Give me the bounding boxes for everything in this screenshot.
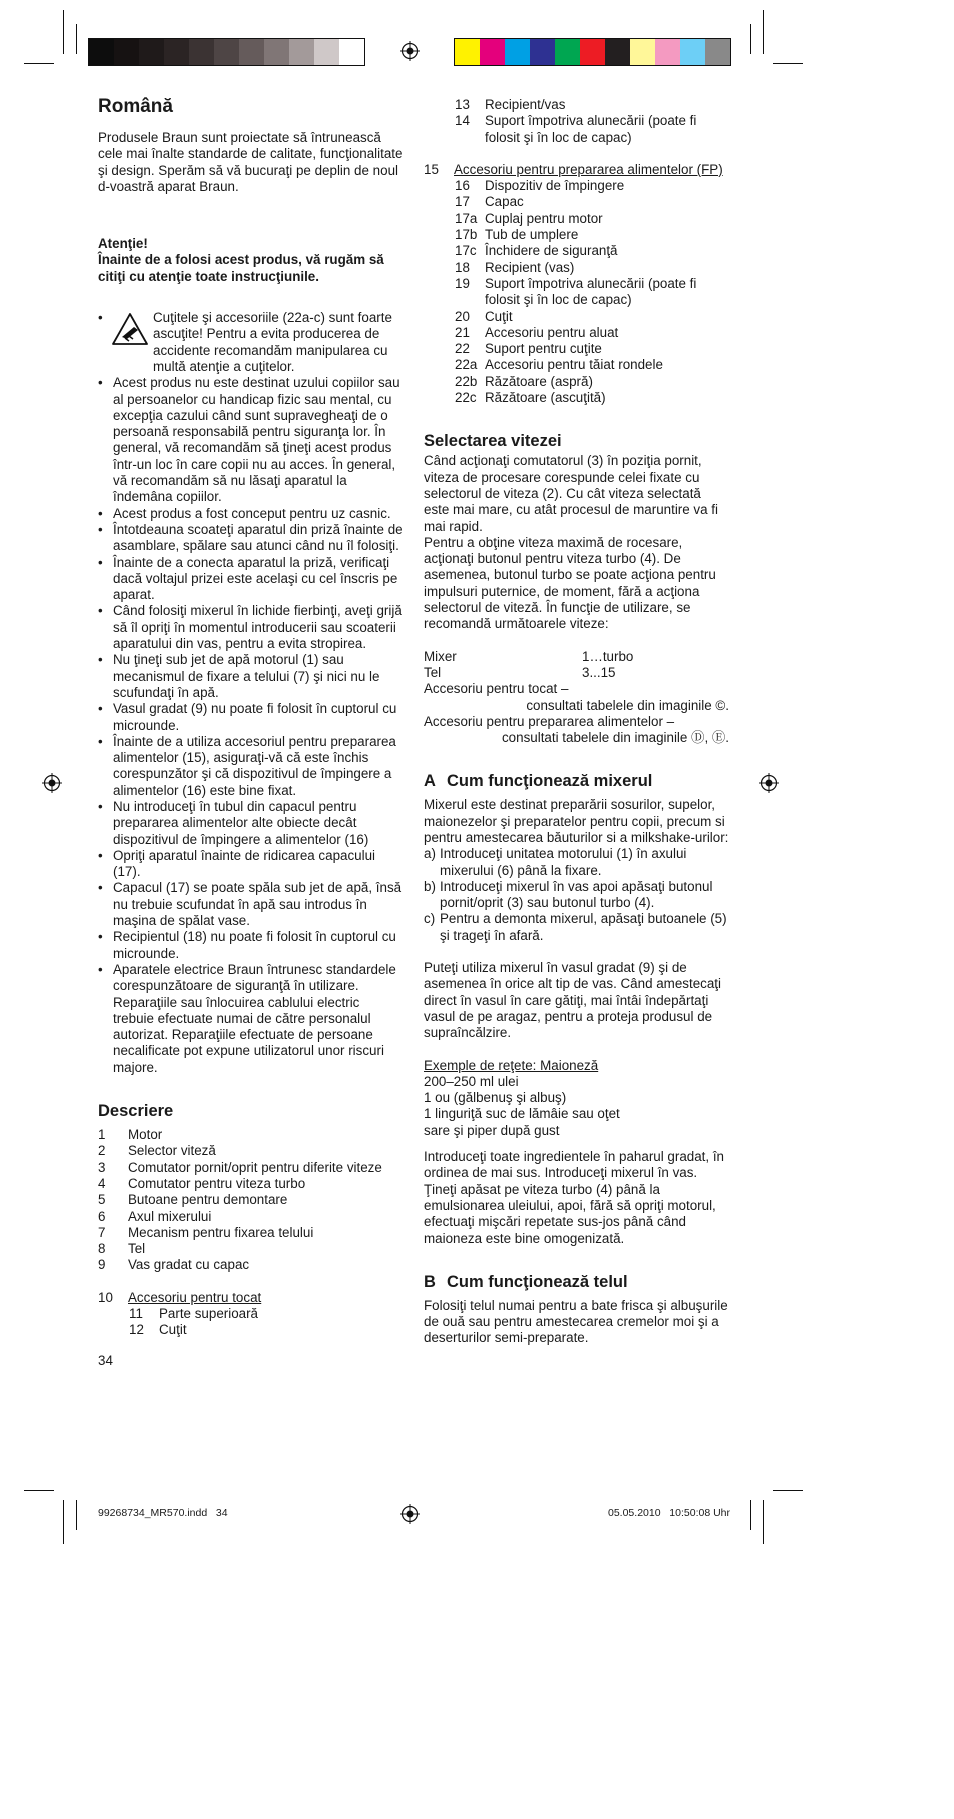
list-item: • Acest produs nu este destinat uzului copiilor sau al persoanelor cu handicap fizic sau mental, cu excepţia cazului când sunt supravegheaţi de o persoană responsabilă pentru siguranţa lor. În general, vă recomandăm să ţineţi acest produs într-un loc în care copii nu au acces. În general, vă recomandăm să nu lăsaţi aparatul la îndemâna copiilor. (98, 375, 403, 505)
item-number: 7 (98, 1224, 106, 1240)
list-item (98, 1192, 403, 1208)
color-swatch (189, 39, 214, 65)
color-swatch (705, 39, 730, 65)
speed-value: 1…turbo (582, 648, 634, 664)
list-item: • Înainte de a conecta aparatul la priză, verificaţi dacă voltajul prizei este acelaşi cu cel înscris pe aparat. (98, 555, 403, 604)
list-item (98, 1225, 403, 1241)
warning-text: • Cuţitele şi accesoriile (22a-c) sunt foarte ascuţite! Pentru a evita producerea de accidente recomandăm manipularea cu multă atenţie a cuţitelor. (153, 310, 392, 374)
list-item (455, 276, 729, 309)
item-label: Selector viteză (128, 1143, 216, 1159)
list-item: • Când folosiţi mixerul în lichide fierbinţi, aveţi grijă să îl opriţi în momentul introducerii sau scoaterii aparatului din vas, pentru a evita stropirea. (98, 603, 403, 652)
item-number: 13 (455, 97, 470, 112)
list-item (424, 911, 729, 944)
crop-mark (763, 10, 764, 54)
list-item: • Acest produs a fost conceput pentru uz casnic. (98, 506, 403, 522)
step-letter: c) (424, 911, 436, 927)
list-item (455, 113, 729, 146)
safety-warnings-list (98, 310, 403, 1076)
crop-mark (76, 1500, 77, 1530)
registration-mark-icon (400, 1504, 420, 1524)
list-item: • Nu introduceţi în tubul din capacul pentru prepararea alimentelor alte obiecte decât dispozitivul de împingere a alimentelor (16) (98, 799, 403, 848)
item-label: Suport împotriva alunecării (poate fi folosit şi în loc de capac) (485, 113, 697, 145)
item-number: 18 (455, 259, 470, 275)
speed-fp-note: Accesoriu pentru prepararea alimentelor – (424, 713, 675, 729)
right-column (424, 97, 729, 1347)
item-label: Mecanism pentru fixarea telului (128, 1224, 314, 1240)
item-number: 21 (455, 324, 470, 340)
item-number: 17c (455, 243, 477, 259)
speed-row (424, 665, 729, 681)
step-text: Pentru a demonta mixerul, apăsaţi butoanele (5) şi trageţi în afară. (440, 911, 727, 943)
color-calibration-bar (454, 38, 731, 66)
grayscale-calibration-bar (88, 38, 365, 66)
registration-mark-icon (400, 41, 420, 61)
section-letter: A (424, 772, 436, 791)
item-label: Tub de umplere (485, 227, 579, 243)
item-label: Cuţit (159, 1322, 187, 1338)
color-swatch (339, 39, 364, 65)
registration-mark-icon (42, 773, 62, 793)
step-letter: a) (424, 846, 436, 862)
color-swatch (605, 39, 630, 65)
item-number: 22 (455, 341, 470, 357)
list-item (424, 846, 729, 879)
crop-mark (750, 1500, 751, 1530)
color-swatch (164, 39, 189, 65)
list-item (455, 260, 729, 276)
list-item (455, 374, 729, 390)
item-number: 22a (455, 357, 478, 373)
item-label: Recipient (vas) (485, 259, 575, 275)
left-column (98, 96, 403, 1369)
speed-label: Tel (424, 664, 442, 680)
list-item (455, 194, 729, 210)
section-a-paragraph-1: Mixerul este destinat preparării sosurilor, supelor, maionezelor şi preparatelor pentru copii, precum si pentru amestecarea băuturilor si a milkshake-urilor: (424, 797, 729, 845)
list-item (98, 1176, 403, 1192)
item-label: Tel (128, 1241, 146, 1257)
list-item (98, 310, 403, 375)
item-label: Răzătoare (aspră) (485, 373, 593, 389)
crop-mark (24, 63, 54, 64)
speed-row (424, 649, 729, 665)
color-swatch (139, 39, 164, 65)
color-swatch (630, 39, 655, 65)
item-label: Motor (128, 1127, 163, 1143)
item-label: Închidere de siguranţă (485, 243, 618, 259)
list-item (455, 211, 729, 227)
item-label: Suport pentru cuţite (485, 341, 602, 357)
item-number: 12 (129, 1322, 144, 1338)
speed-value: 3...15 (582, 664, 616, 680)
item-label: Accesoriu pentru tăiat rondele (485, 357, 663, 373)
step-text: Introduceţi unitatea motorului (1) în axului mixerului (6) până la fixare. (440, 846, 687, 878)
crop-mark (773, 1490, 803, 1491)
list-item: • Vasul gradat (9) nu poate fi folosit în cuptorul cu microunde. (98, 701, 403, 734)
list-item: • Întotdeauna scoateţi aparatul din priză înainte de asamblare, spălare sau atunci când nu îl folosiţi. (98, 522, 403, 555)
crop-mark (63, 10, 64, 54)
color-swatch (505, 39, 530, 65)
section-b-heading (424, 1272, 729, 1292)
item-number: 16 (455, 178, 470, 194)
item-number: 2 (98, 1143, 106, 1159)
item-label: Butoane pentru demontare (128, 1192, 288, 1208)
item-number: 15 (424, 161, 439, 177)
item-number: 8 (98, 1241, 106, 1257)
item-number: 22b (455, 373, 478, 389)
color-swatch (455, 39, 480, 65)
item-label: Vas gradat cu capac (128, 1257, 250, 1273)
recipe-line: 200–250 ml ulei (424, 1073, 519, 1089)
list-item (455, 341, 729, 357)
list-item (98, 1209, 403, 1225)
item-number: 19 (455, 275, 470, 291)
section-a-paragraph-2: Puteţi utiliza mixerul în vasul gradat (9) şi de asemenea în orice alt tip de vas. Când amestecaţi direct în vasul în care gătiţi, mai întâi îndepărtaţi vasul de pe aragaz, pentru a proteja produsul de supraîncălzire. (424, 960, 721, 1041)
list-item: • Nu ţineţi sub jet de apă motorul (1) sau mecanismul de fixare a telului (7) şi nici nu le scufundaţi în apă. (98, 652, 403, 701)
item-label: Cuţit (485, 308, 513, 324)
item-label: Axul mixerului (128, 1208, 212, 1224)
item-number: 17a (455, 210, 478, 226)
item-label: Recipient/vas (485, 97, 566, 112)
recipe-title: Exemple de reţete: Maioneză (424, 1057, 599, 1073)
color-swatch (289, 39, 314, 65)
crop-mark (76, 24, 77, 54)
attention-text: Înainte de a folosi acest produs, vă rugăm să citiţi cu atenţie toate instrucţiunile. (98, 252, 384, 284)
description-list (98, 1127, 403, 1274)
footer-file-slug: 99268734_MR570.indd 34 (98, 1507, 228, 1519)
item-number: 14 (455, 113, 470, 129)
item-number: 1 (98, 1127, 106, 1143)
item-label: Accesoriu pentru aluat (485, 324, 619, 340)
speed-heading: Selectarea vitezei (424, 432, 562, 451)
list-item (455, 309, 729, 325)
speed-paragraph-1: Când acţionaţi comutatorul (3) în poziţia pornit, viteza de procesare corespunde celei fixate cu selectorul de viteza (2). Cu cât viteza selectată este mai mare, cu atât procesul de maruntire va fi mai rapid. (424, 453, 718, 534)
food-processor-parts-list (424, 178, 729, 406)
list-item (98, 1257, 403, 1273)
list-item (455, 325, 729, 341)
chopper-parts-list (98, 1306, 403, 1339)
item-label: Accesoriu pentru prepararea alimentelor (FP) (454, 161, 723, 177)
list-item (98, 1143, 403, 1159)
mixer-steps-list (424, 846, 729, 944)
crop-mark (763, 1500, 764, 1544)
list-item: • Aparatele electrice Braun întrunesc standardele corespunzătoare de siguranţă în utilizare. Reparaţiile sau înlocuirea cablului electric trebuie efectuate numai de către personalul autorizat. Reparaţiile efectuate de persoane necalificate pot expune utilizatorul unor riscuri majore. (98, 962, 403, 1076)
description-heading: Descriere (98, 1102, 174, 1121)
item-number: 5 (98, 1192, 106, 1208)
color-swatch (480, 39, 505, 65)
footer-date-slug: 05.05.2010 10:50:08 Uhr (608, 1507, 731, 1519)
section-title: Cum funcţionează telul (447, 1272, 628, 1291)
speed-paragraph-2: Pentru a obţine viteza maximă de rocesare, acţionaţi butonul pentru viteza turbo (4). De asemenea, butonul turbo se poate acţiona pentru impulsuri puternice, de moment, fără a acţiona selectorul de viteză. În funcţie de utilizare, se recomandă următoarele viteze: (424, 534, 716, 632)
color-swatch (89, 39, 114, 65)
item-label: Dispozitiv de împingere (485, 178, 625, 194)
list-item (424, 879, 729, 912)
section-a-heading (424, 771, 729, 791)
section-letter: B (424, 1272, 436, 1291)
list-item (455, 390, 729, 406)
crop-mark (63, 1500, 64, 1544)
list-item (455, 97, 729, 113)
crop-mark (24, 1490, 54, 1491)
page-number: 34 (98, 1352, 113, 1368)
list-item (98, 1160, 403, 1176)
speed-chopper-note: Accesoriu pentru tocat – (424, 681, 569, 697)
item-label: Accesoriu pentru tocat (128, 1289, 262, 1305)
list-item (98, 1127, 403, 1143)
color-swatch (530, 39, 555, 65)
color-swatch (239, 39, 264, 65)
page-title: Română (98, 96, 173, 117)
item-number: 17b (455, 227, 478, 243)
recipe-line: 1 linguriţă suc de lămâie sau oţet (424, 1106, 620, 1122)
attention-heading: Atenţie! (98, 236, 148, 252)
list-item (129, 1322, 403, 1338)
intro-paragraph: Produsele Braun sunt proiectate să întrunească cele mai înalte standarde de calitate, funcţionalitate şi design. Sperăm să vă bucuraţi pe deplin de noul d-voastră aparat Braun. (98, 130, 403, 194)
recipe-line: sare şi piper după gust (424, 1122, 560, 1138)
item-number: 3 (98, 1159, 106, 1175)
section-a-paragraph-3: Introduceţi toate ingredientele în paharul gradat, în ordinea de mai sus. Introduceţi mixerul în vas. Ţineţi apăsat pe viteza turbo (4) până la emulsionarea uleiului, apoi, fără să opriţi motorul, efectuaţi mişcări repetate sus-jos până când maioneza este bine omogenizată. (424, 1149, 725, 1246)
recipe-ingredients (424, 1074, 729, 1139)
color-swatch (655, 39, 680, 65)
step-text: Introduceţi mixerul în vas apoi apăsaţi butonul pornit/oprit (3) sau butonul turbo (4). (440, 878, 713, 911)
item-label: Comutator pornit/oprit pentru diferite viteze (128, 1159, 382, 1175)
color-swatch (680, 39, 705, 65)
step-letter: b) (424, 878, 436, 894)
list-item (455, 227, 729, 243)
item-number: 22c (455, 390, 477, 406)
item-number: 11 (129, 1306, 143, 1321)
chopper-parts-list-continued (424, 97, 729, 146)
recipe-line: 1 ou (gălbenuş şi albuş) (424, 1090, 567, 1106)
crop-mark (750, 24, 751, 54)
item-label: Răzătoare (ascuţită) (485, 390, 606, 406)
section-title: Cum funcţionează mixerul (447, 772, 653, 791)
list-item: • Recipientul (18) nu poate fi folosit în cuptorul cu microunde. (98, 929, 403, 962)
speed-chopper-ref: consultati tabelele din imaginile ©. (526, 697, 729, 713)
color-swatch (214, 39, 239, 65)
item-number: 6 (98, 1208, 106, 1224)
color-swatch (264, 39, 289, 65)
list-item: • Înainte de a utiliza accesoriul pentru prepararea alimentelor (15), asiguraţi-vă că este închis corespunzător şi că dispozitivul de împingere a alimentelor (16) este bine fixat. (98, 734, 403, 799)
item-number: 20 (455, 308, 470, 324)
item-label: Capac (485, 194, 524, 210)
item-number: 4 (98, 1175, 106, 1191)
speed-label: Mixer (424, 648, 457, 664)
list-item (424, 162, 729, 178)
item-label: Suport împotriva alunecării (poate fi folosit şi în loc de capac) (485, 275, 697, 308)
list-item (98, 1290, 403, 1306)
item-number: 10 (98, 1289, 113, 1305)
registration-mark-icon (759, 773, 779, 793)
color-swatch (555, 39, 580, 65)
list-item (98, 1241, 403, 1257)
list-item (129, 1306, 403, 1322)
item-number: 17 (455, 194, 470, 210)
list-item (455, 178, 729, 194)
list-item: • Opriţi aparatul înainte de ridicarea capacului (17). (98, 848, 403, 881)
speed-fp-ref: consultati tabelele din imaginile Ⓓ, Ⓔ. (501, 730, 729, 746)
item-label: Cuplaj pentru motor (485, 210, 603, 226)
item-label: Comutator pentru viteza turbo (128, 1175, 306, 1191)
crop-mark (773, 63, 803, 64)
list-item (455, 243, 729, 259)
item-label: Parte superioară (159, 1306, 258, 1321)
speed-table (424, 649, 729, 682)
color-swatch (580, 39, 605, 65)
item-number: 9 (98, 1257, 106, 1273)
section-b-paragraph-1: Folosiţi telul numai pentru a bate frisca şi albuşurile de ouă sau pentru amestecarea cremelor moi şi a deserturilor semi-preparate. (424, 1297, 728, 1346)
list-item: • Capacul (17) se poate spăla sub jet de apă, însă nu trebuie scufundat în apă sau introdus în maşina de spălat vase. (98, 880, 403, 929)
color-swatch (114, 39, 139, 65)
list-item (455, 357, 729, 373)
sharp-blade-warning-icon (111, 312, 149, 346)
color-swatch (314, 39, 339, 65)
